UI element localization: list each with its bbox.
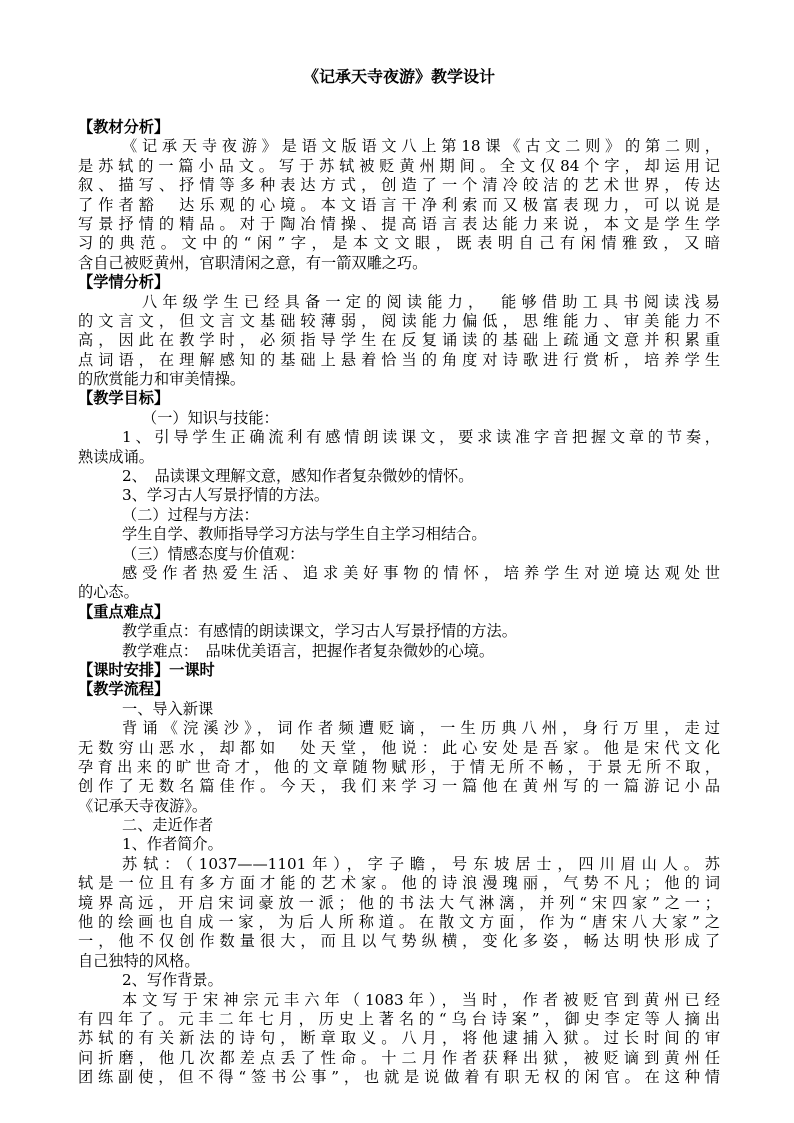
body-text-line: 团练副使，但不得“签书公事”，也就是说做着有职无权的闲官。在这种情 [78, 1068, 720, 1087]
body-text-line: 的欣赏能力和审美情操。 [78, 370, 246, 389]
body-text-line: 的文言文，但文言文基础较薄弱，阅读能力偏低，思维能力、审美能力不 [78, 311, 720, 330]
body-text-line: 的心态。 [78, 583, 139, 602]
section-heading: 【教材分析】 [78, 118, 170, 136]
body-text-line: （二）过程与方法： [122, 505, 259, 524]
body-text-line: 习的典范。文中的“闲”字，是本文文眼，既表明自己有闲情雅致，又暗 [78, 234, 720, 253]
body-text-line: 1、引导学生正确流利有感情朗读课文，要求读准字音把握文章的节奏， [122, 428, 720, 447]
body-text-line: 教学重点：有感情的朗读课文，学习古人写景抒情的方法。 [122, 622, 517, 641]
document-title: 《记承天寺夜游》教学设计 [302, 67, 495, 86]
body-text-line: 高，因此在教学时，必须指导学生在反复诵读的基础上疏通文意并积累重 [78, 331, 720, 350]
body-text-line: 是苏轼的一篇小品文。写于苏轼被贬黄州期间。全文仅84个字，却运用记 [78, 156, 720, 175]
body-text-line: 点词语，在理解感知的基础上悬着恰当的角度对诗歌进行赏析，培养学生 [78, 350, 720, 369]
body-text-line: 无数穷山恶水，却都如 处天堂，他说：此心安处是吾家。他是宋代文化 [78, 738, 720, 757]
body-text-line: 教学难点： 品味优美语言，把握作者复杂微妙的心境。 [122, 641, 495, 660]
body-text-line: 他的绘画也自成一家，为后人所称道。在散文方面，作为“唐宋八大家”之 [78, 913, 720, 932]
body-text-line: 《记承天寺夜游》是语文版语文八上第18课《古文二则》的第二则， [122, 137, 720, 156]
body-text-line: 苏轼的有关新法的诗句，断章取义。八月，将他逮捕入狱。过长时间的审 [78, 1029, 720, 1048]
body-text-line: 熟读成诵。 [78, 447, 154, 466]
body-text-line: 一，他不仅创作数量很大，而且以气势纵横，变化多姿，畅达明快形成了 [78, 932, 720, 951]
body-text-line: 感受作者热爱生活、追求美好事物的情怀，培养学生对逆境达观处世 [122, 563, 720, 582]
body-text-line: 苏轼：（1037——1101年），字子瞻，号东坡居士，四川眉山人。苏 [122, 854, 720, 873]
body-text-line: 一、导入新课 [122, 699, 214, 718]
body-text-line: 境界高远，开启宋词豪放一派；他的书法大气淋漓，并列“宋四家”之一； [78, 893, 720, 912]
body-text-line: 自己独特的风格。 [78, 951, 200, 970]
body-text-line: 创作了无数名篇佳作。今天，我们来学习一篇他在黄州写的一篇游记小品 [78, 777, 720, 796]
section-heading: 【课时安排】一课时 [78, 660, 215, 679]
body-text-line: （一）知识与技能： [142, 408, 279, 427]
body-text-line: 二、走近作者 [122, 816, 214, 835]
body-text-line: （三）情感态度与价值观： [122, 544, 305, 563]
body-text-line: 写景抒情的精品。对于陶冶情操、提高语言表达能力来说，本文是学生学 [78, 214, 720, 233]
body-text-line: 叙、描写、抒情等多种表达方式，创造了一个清冷皎洁的艺术世界，传达 [78, 176, 720, 195]
body-text-line: 问折磨，他几次都差点丢了性命。十二月作者获释出狱，被贬谪到黄州任 [78, 1048, 720, 1067]
body-text-line: 学生自学、教师指导学习方法与学生自主学习相结合。 [122, 525, 487, 544]
document-body [78, 118, 720, 1088]
body-text-line: 3、学习古人写景抒情的方法。 [122, 486, 330, 505]
section-heading: 【重点难点】 [78, 602, 170, 621]
section-heading: 【学情分析】 [78, 273, 170, 292]
body-text-line: 2、 品读课文理解文意，感知作者复杂微妙的情怀。 [122, 467, 474, 486]
section-heading: 【教学目标】 [78, 389, 170, 408]
section-heading: 【教学流程】 [78, 680, 170, 699]
body-text-line: 有四年了。元丰二年七月，历史上著名的“乌台诗案”，御史李定等人摘出 [78, 1009, 720, 1028]
body-text-line: 2、写作背景。 [122, 971, 223, 990]
body-text-line: 《记承天寺夜游》。 [78, 796, 208, 815]
body-text-line: 轼是一位且有多方面才能的艺术家。他的诗浪漫瑰丽，气势不凡；他的词 [78, 874, 720, 893]
body-text-line: 孕育出来的旷世奇才，他的文章随物赋形，于情无所不畅，于景无所不取， [78, 757, 720, 776]
body-text-line: 含自己被贬黄州，官职清闲之意，有一箭双雕之巧。 [78, 253, 428, 272]
document-page [78, 66, 720, 1088]
body-text-line: 本文写于宋神宗元丰六年（1083年），当时，作者被贬官到黄州已经 [122, 990, 720, 1009]
body-text-line: 背诵《浣溪沙》，词作者频遭贬谪，一生历典八州，身行万里，走过 [122, 719, 720, 738]
body-text-line: 1、作者简介。 [122, 835, 223, 854]
body-text-line: 了作者豁 达乐观的心境。本文语言干净利索而又极富表现力，可以说是 [78, 195, 720, 214]
body-text-line: 八年级学生已经具备一定的阅读能力， 能够借助工具书阅读浅易 [142, 292, 720, 311]
